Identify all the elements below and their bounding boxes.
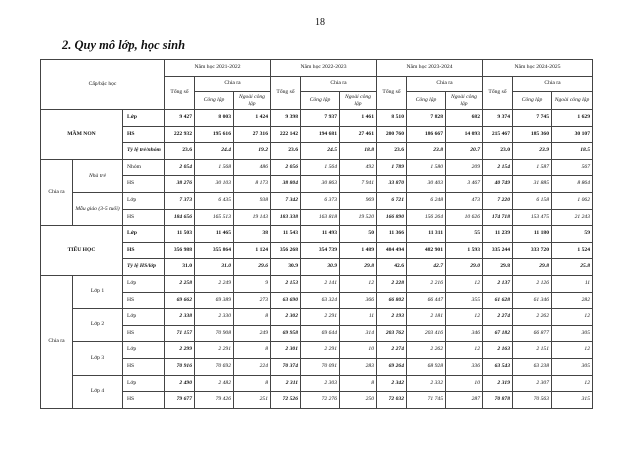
page-number: 18 xyxy=(315,17,325,28)
table-cell: 69 389 xyxy=(195,292,234,309)
metric-label: Lớp xyxy=(123,275,165,292)
table-cell: 70 908 xyxy=(195,325,234,342)
table-cell: 186 667 xyxy=(407,126,446,143)
table-cell: 12 xyxy=(552,375,593,392)
table-cell: 250 xyxy=(340,392,377,409)
grade-label: Lớp 3 xyxy=(73,342,123,375)
sub-level-label: Mẫu giáo (3-5 tuổi) xyxy=(73,192,123,225)
table-row xyxy=(41,392,593,409)
table-cell: 1 461 xyxy=(340,110,377,127)
table-cell: 6 248 xyxy=(407,192,446,209)
table-cell: 2 228 xyxy=(377,275,407,292)
metric-label: Lớp xyxy=(123,375,165,392)
table-cell: 209 xyxy=(446,159,483,176)
table-cell: 70 374 xyxy=(271,358,301,375)
table-cell: 1 580 xyxy=(407,159,446,176)
table-cell: 8 xyxy=(340,375,377,392)
table-cell: 354 739 xyxy=(301,242,340,259)
table-cell: 195 616 xyxy=(195,126,234,143)
table-row xyxy=(41,242,593,259)
table-row xyxy=(41,110,593,127)
metric-label: HS xyxy=(123,358,165,375)
metric-label: HS xyxy=(123,242,165,259)
table-cell: 200 760 xyxy=(377,126,407,143)
table-cell: 11 xyxy=(340,309,377,326)
table-cell: 2 291 xyxy=(301,309,340,326)
table-cell: 1 062 xyxy=(552,192,593,209)
table-cell: 7 941 xyxy=(340,176,377,193)
table-cell: 31.0 xyxy=(165,259,195,276)
table-cell: 11 366 xyxy=(377,226,407,243)
table-cell: 7 937 xyxy=(301,110,340,127)
table-cell: 30.9 xyxy=(301,259,340,276)
table-cell: 29.8 xyxy=(513,259,552,276)
year-header: Năm học 2021-2022 xyxy=(165,60,271,77)
table-cell: 24.5 xyxy=(301,143,340,160)
table-cell: 165 513 xyxy=(195,209,234,226)
table-cell: 12 xyxy=(446,275,483,292)
table-cell: 2 274 xyxy=(483,309,513,326)
table-cell: 2 054 xyxy=(165,159,195,176)
total-header: Tổng số xyxy=(271,77,301,110)
table-cell: 11 239 xyxy=(483,226,513,243)
table-row xyxy=(41,176,593,193)
table-cell: 71 157 xyxy=(165,325,195,342)
table-cell: 1 489 xyxy=(340,242,377,259)
table-cell: 356 988 xyxy=(165,242,195,259)
table-cell: 2 163 xyxy=(483,342,513,359)
table-cell: 42.6 xyxy=(377,259,407,276)
table-row xyxy=(41,292,593,309)
table-cell: 30 107 xyxy=(552,126,593,143)
split-label: Chia ra xyxy=(41,159,73,225)
table-cell: 33 870 xyxy=(377,176,407,193)
private-header: Ngoài công lập xyxy=(340,92,377,110)
metric-label: Lớp xyxy=(123,192,165,209)
table-cell: 29.6 xyxy=(234,259,271,276)
table-cell: 24.4 xyxy=(195,143,234,160)
table-cell: 31.0 xyxy=(195,259,234,276)
table-cell: 23.0 xyxy=(483,143,513,160)
table-cell: 11 493 xyxy=(301,226,340,243)
table-cell: 66 877 xyxy=(513,325,552,342)
year-header: Năm học 2023-2024 xyxy=(377,60,483,77)
table-cell: 174 718 xyxy=(483,209,513,226)
table-cell: 69 644 xyxy=(301,325,340,342)
table-cell: 9 xyxy=(234,275,271,292)
table-cell: 8 510 xyxy=(377,110,407,127)
table-row xyxy=(41,342,593,359)
table-cell: 2 258 xyxy=(165,275,195,292)
table-cell: 8 173 xyxy=(234,176,271,193)
table-row xyxy=(41,143,593,160)
table-cell: 156 264 xyxy=(407,209,446,226)
table-cell: 11 465 xyxy=(195,226,234,243)
table-cell: 8 003 xyxy=(195,110,234,127)
metric-label: Lớp xyxy=(123,342,165,359)
table-cell: 333 720 xyxy=(513,242,552,259)
table-cell: 2 181 xyxy=(407,309,446,326)
table-cell: 69 264 xyxy=(377,358,407,375)
table-cell: 355 xyxy=(446,292,483,309)
metric-label: Lớp xyxy=(123,226,165,243)
table-row xyxy=(41,209,593,226)
table-cell: 567 xyxy=(552,159,593,176)
sub-level-label: Nhà trẻ xyxy=(73,159,123,192)
table-cell: 12 xyxy=(446,309,483,326)
table-cell: 355 864 xyxy=(195,242,234,259)
metric-label: HS xyxy=(123,176,165,193)
table-cell: 166 890 xyxy=(377,209,407,226)
public-header: Công lập xyxy=(513,92,552,110)
table-cell: 2 330 xyxy=(195,309,234,326)
metric-label: HS xyxy=(123,126,165,143)
table-cell: 18.5 xyxy=(552,143,593,160)
table-cell: 42.7 xyxy=(407,259,446,276)
table-cell: 2 056 xyxy=(271,159,301,176)
metric-label: Lớp xyxy=(123,309,165,326)
table-cell: 2 332 xyxy=(407,375,446,392)
table-cell: 21 243 xyxy=(552,209,593,226)
table-cell: 61 346 xyxy=(513,292,552,309)
table-cell: 938 xyxy=(234,192,271,209)
table-cell: 222 932 xyxy=(165,126,195,143)
corner-header: Cấp/bậc học xyxy=(41,60,165,110)
table-cell: 70 916 xyxy=(165,358,195,375)
table-cell: 10 xyxy=(340,342,377,359)
public-header: Công lập xyxy=(195,92,234,110)
table-cell: 184 656 xyxy=(165,209,195,226)
table-cell: 70 878 xyxy=(483,392,513,409)
table-cell: 79 677 xyxy=(165,392,195,409)
table-cell: 72 032 xyxy=(377,392,407,409)
table-cell: 2 311 xyxy=(271,375,301,392)
table-cell: 2 302 xyxy=(271,309,301,326)
table-cell: 315 xyxy=(552,392,593,409)
split-header: Chia ra xyxy=(513,77,593,92)
table-cell: 8 xyxy=(234,309,271,326)
table-row xyxy=(41,275,593,292)
table-cell: 1 789 xyxy=(377,159,407,176)
table-cell: 11 xyxy=(552,275,593,292)
table-cell: 12 xyxy=(552,309,593,326)
table-cell: 50 xyxy=(340,226,377,243)
table-cell: 305 xyxy=(552,325,593,342)
table-cell: 287 xyxy=(446,392,483,409)
metric-label: Lớp xyxy=(123,110,165,127)
table-cell: 38 276 xyxy=(165,176,195,193)
table-cell: 7 342 xyxy=(271,192,301,209)
table-cell: 63 690 xyxy=(271,292,301,309)
table-cell: 1 568 xyxy=(195,159,234,176)
public-header: Công lập xyxy=(407,92,446,110)
table-cell: 2 319 xyxy=(483,375,513,392)
private-header: Ngoài công lập xyxy=(234,92,271,110)
split-header: Chia ra xyxy=(195,77,271,92)
table-cell: 11 180 xyxy=(513,226,552,243)
metric-label: HS xyxy=(123,292,165,309)
grade-label: Lớp 1 xyxy=(73,275,123,308)
table-cell: 2 303 xyxy=(301,375,340,392)
table-body xyxy=(41,110,593,409)
table-cell: 251 xyxy=(234,392,271,409)
table-cell: 222 142 xyxy=(271,126,301,143)
table-cell: 203 416 xyxy=(407,325,446,342)
table-cell: 346 xyxy=(446,325,483,342)
table-cell: 682 xyxy=(446,110,483,127)
table-cell: 2 262 xyxy=(513,309,552,326)
table-cell: 55 xyxy=(446,226,483,243)
metric-label: HS xyxy=(123,209,165,226)
table-cell: 30.9 xyxy=(271,259,301,276)
table-cell: 6 373 xyxy=(301,192,340,209)
grade-label: Lớp 2 xyxy=(73,309,123,342)
header-row-years xyxy=(41,60,593,77)
total-header: Tổng số xyxy=(165,77,195,110)
table-cell: 335 244 xyxy=(483,242,513,259)
level-label: TIỂU HỌC xyxy=(41,226,123,276)
table-cell: 72 276 xyxy=(301,392,340,409)
table-cell: 59 xyxy=(552,226,593,243)
table-cell: 31 885 xyxy=(513,176,552,193)
table-cell: 7 745 xyxy=(513,110,552,127)
table-cell: 282 xyxy=(552,292,593,309)
table-cell: 6 158 xyxy=(513,192,552,209)
table-cell: 482 901 xyxy=(407,242,446,259)
table-cell: 23.8 xyxy=(407,143,446,160)
table-cell: 71 745 xyxy=(407,392,446,409)
table-cell: 63 324 xyxy=(301,292,340,309)
table-cell: 2 151 xyxy=(513,342,552,359)
table-cell: 66 447 xyxy=(407,292,446,309)
table-cell: 69 958 xyxy=(271,325,301,342)
table-cell: 29.8 xyxy=(340,259,377,276)
table-cell: 11 503 xyxy=(165,226,195,243)
table-cell: 2 274 xyxy=(377,342,407,359)
table-cell: 7 828 xyxy=(407,110,446,127)
table-cell: 9 427 xyxy=(165,110,195,127)
table-cell: 3 467 xyxy=(446,176,483,193)
table-cell: 249 xyxy=(234,325,271,342)
table-cell: 2 301 xyxy=(271,342,301,359)
metric-label: HS xyxy=(123,392,165,409)
table-cell: 6 435 xyxy=(195,192,234,209)
table-cell: 194 681 xyxy=(301,126,340,143)
table-row xyxy=(41,375,593,392)
table-cell: 72 526 xyxy=(271,392,301,409)
table-cell: 66 802 xyxy=(377,292,407,309)
table-cell: 38 804 xyxy=(271,176,301,193)
table-row xyxy=(41,259,593,276)
total-header: Tổng số xyxy=(483,77,513,110)
table-cell: 2 307 xyxy=(513,375,552,392)
table-cell: 23.9 xyxy=(513,143,552,160)
table-cell: 12 xyxy=(552,342,593,359)
table-cell: 63 238 xyxy=(513,358,552,375)
table-cell: 153 475 xyxy=(513,209,552,226)
table-cell: 70 563 xyxy=(513,392,552,409)
metric-label: HS xyxy=(123,325,165,342)
table-row xyxy=(41,309,593,326)
table-cell: 12 xyxy=(446,342,483,359)
table-cell: 11 311 xyxy=(407,226,446,243)
table-cell: 1 587 xyxy=(513,159,552,176)
table-cell: 63 543 xyxy=(483,358,513,375)
table-cell: 19.2 xyxy=(234,143,271,160)
table-cell: 356 268 xyxy=(271,242,301,259)
total-header: Tổng số xyxy=(377,77,407,110)
table-cell: 492 xyxy=(340,159,377,176)
public-header: Công lập xyxy=(301,92,340,110)
table-cell: 27 461 xyxy=(340,126,377,143)
table-cell: 2 137 xyxy=(483,275,513,292)
year-header: Năm học 2022-2023 xyxy=(271,60,377,77)
table-cell: 8 xyxy=(234,342,271,359)
table-cell: 2 126 xyxy=(513,275,552,292)
table-cell: 215 467 xyxy=(483,126,513,143)
table-cell: 70 091 xyxy=(301,358,340,375)
table-cell: 2 490 xyxy=(165,375,195,392)
table-cell: 2 216 xyxy=(407,275,446,292)
table-cell: 79 426 xyxy=(195,392,234,409)
table-cell: 14 093 xyxy=(446,126,483,143)
table-row xyxy=(41,159,593,176)
table-cell: 19 143 xyxy=(234,209,271,226)
table-row xyxy=(41,226,593,243)
table-cell: 283 xyxy=(340,358,377,375)
table-cell: 23.6 xyxy=(271,143,301,160)
metric-label: Tỷ lệ trẻ/nhóm xyxy=(123,143,165,160)
table-cell: 68 928 xyxy=(407,358,446,375)
table-cell: 2 262 xyxy=(407,342,446,359)
table-cell: 8 864 xyxy=(552,176,593,193)
table-cell: 25.8 xyxy=(552,259,593,276)
table-cell: 1 424 xyxy=(234,110,271,127)
split-header: Chia ra xyxy=(407,77,483,92)
split-label: Chia ra xyxy=(41,275,73,408)
table-cell: 67 182 xyxy=(483,325,513,342)
table-cell: 2 338 xyxy=(165,309,195,326)
table-cell: 2 482 xyxy=(195,375,234,392)
table-cell: 11 543 xyxy=(271,226,301,243)
table-cell: 40 749 xyxy=(483,176,513,193)
table-cell: 30 103 xyxy=(195,176,234,193)
table-cell: 7 220 xyxy=(483,192,513,209)
table-cell: 1 629 xyxy=(552,110,593,127)
table-cell: 29.8 xyxy=(483,259,513,276)
table-cell: 1 593 xyxy=(446,242,483,259)
table-cell: 23.6 xyxy=(165,143,195,160)
table-cell: 10 xyxy=(446,375,483,392)
table-cell: 30 863 xyxy=(301,176,340,193)
table-cell: 366 xyxy=(340,292,377,309)
table-cell: 183 338 xyxy=(271,209,301,226)
table-cell: 2 291 xyxy=(195,342,234,359)
table-cell: 314 xyxy=(340,325,377,342)
statistics-table xyxy=(40,59,593,409)
table-cell: 20.7 xyxy=(446,143,483,160)
table-cell: 9 398 xyxy=(271,110,301,127)
table-cell: 38 xyxy=(234,226,271,243)
table-cell: 2 193 xyxy=(377,309,407,326)
table-cell: 29.0 xyxy=(446,259,483,276)
table-cell: 484 494 xyxy=(377,242,407,259)
table-cell: 30 403 xyxy=(407,176,446,193)
table-cell: 2 291 xyxy=(301,342,340,359)
table-cell: 1 564 xyxy=(301,159,340,176)
table-cell: 2 342 xyxy=(377,375,407,392)
table-cell: 61 628 xyxy=(483,292,513,309)
table-cell: 1 124 xyxy=(234,242,271,259)
table-row xyxy=(41,325,593,342)
section-title: 2. Quy mô lớp, học sinh xyxy=(62,38,186,52)
grade-label: Lớp 4 xyxy=(73,375,123,408)
table-cell: 1 524 xyxy=(552,242,593,259)
private-header: Ngoài công lập xyxy=(446,92,483,110)
table-cell: 2 154 xyxy=(483,159,513,176)
table-cell: 336 xyxy=(446,358,483,375)
metric-label: Nhóm xyxy=(123,159,165,176)
table-cell: 486 xyxy=(234,159,271,176)
table-cell: 6 721 xyxy=(377,192,407,209)
table-cell: 7 373 xyxy=(165,192,195,209)
table-cell: 2 153 xyxy=(271,275,301,292)
table-cell: 70 692 xyxy=(195,358,234,375)
table-cell: 18.8 xyxy=(340,143,377,160)
table-cell: 2 299 xyxy=(165,342,195,359)
table-cell: 203 762 xyxy=(377,325,407,342)
table-cell: 23.6 xyxy=(377,143,407,160)
table-cell: 27 316 xyxy=(234,126,271,143)
metric-label: Tỷ lệ HS/lớp xyxy=(123,259,165,276)
table-cell: 185 360 xyxy=(513,126,552,143)
table-cell: 2 249 xyxy=(195,275,234,292)
table-cell: 69 662 xyxy=(165,292,195,309)
table-cell: 8 xyxy=(234,375,271,392)
table-cell: 19 520 xyxy=(340,209,377,226)
table-cell: 969 xyxy=(340,192,377,209)
table-cell: 12 xyxy=(340,275,377,292)
table-cell: 9 374 xyxy=(483,110,513,127)
table-row xyxy=(41,126,593,143)
private-header: Ngoài công lập xyxy=(552,92,593,110)
table-row xyxy=(41,192,593,209)
table-cell: 473 xyxy=(446,192,483,209)
level-label: MẦM NON xyxy=(41,110,123,160)
table-row xyxy=(41,358,593,375)
table-cell: 2 141 xyxy=(301,275,340,292)
table-cell: 10 626 xyxy=(446,209,483,226)
split-header: Chia ra xyxy=(301,77,377,92)
table-cell: 163 818 xyxy=(301,209,340,226)
table-cell: 273 xyxy=(234,292,271,309)
year-header: Năm học 2024-2025 xyxy=(483,60,593,77)
table-cell: 224 xyxy=(234,358,271,375)
table-cell: 305 xyxy=(552,358,593,375)
